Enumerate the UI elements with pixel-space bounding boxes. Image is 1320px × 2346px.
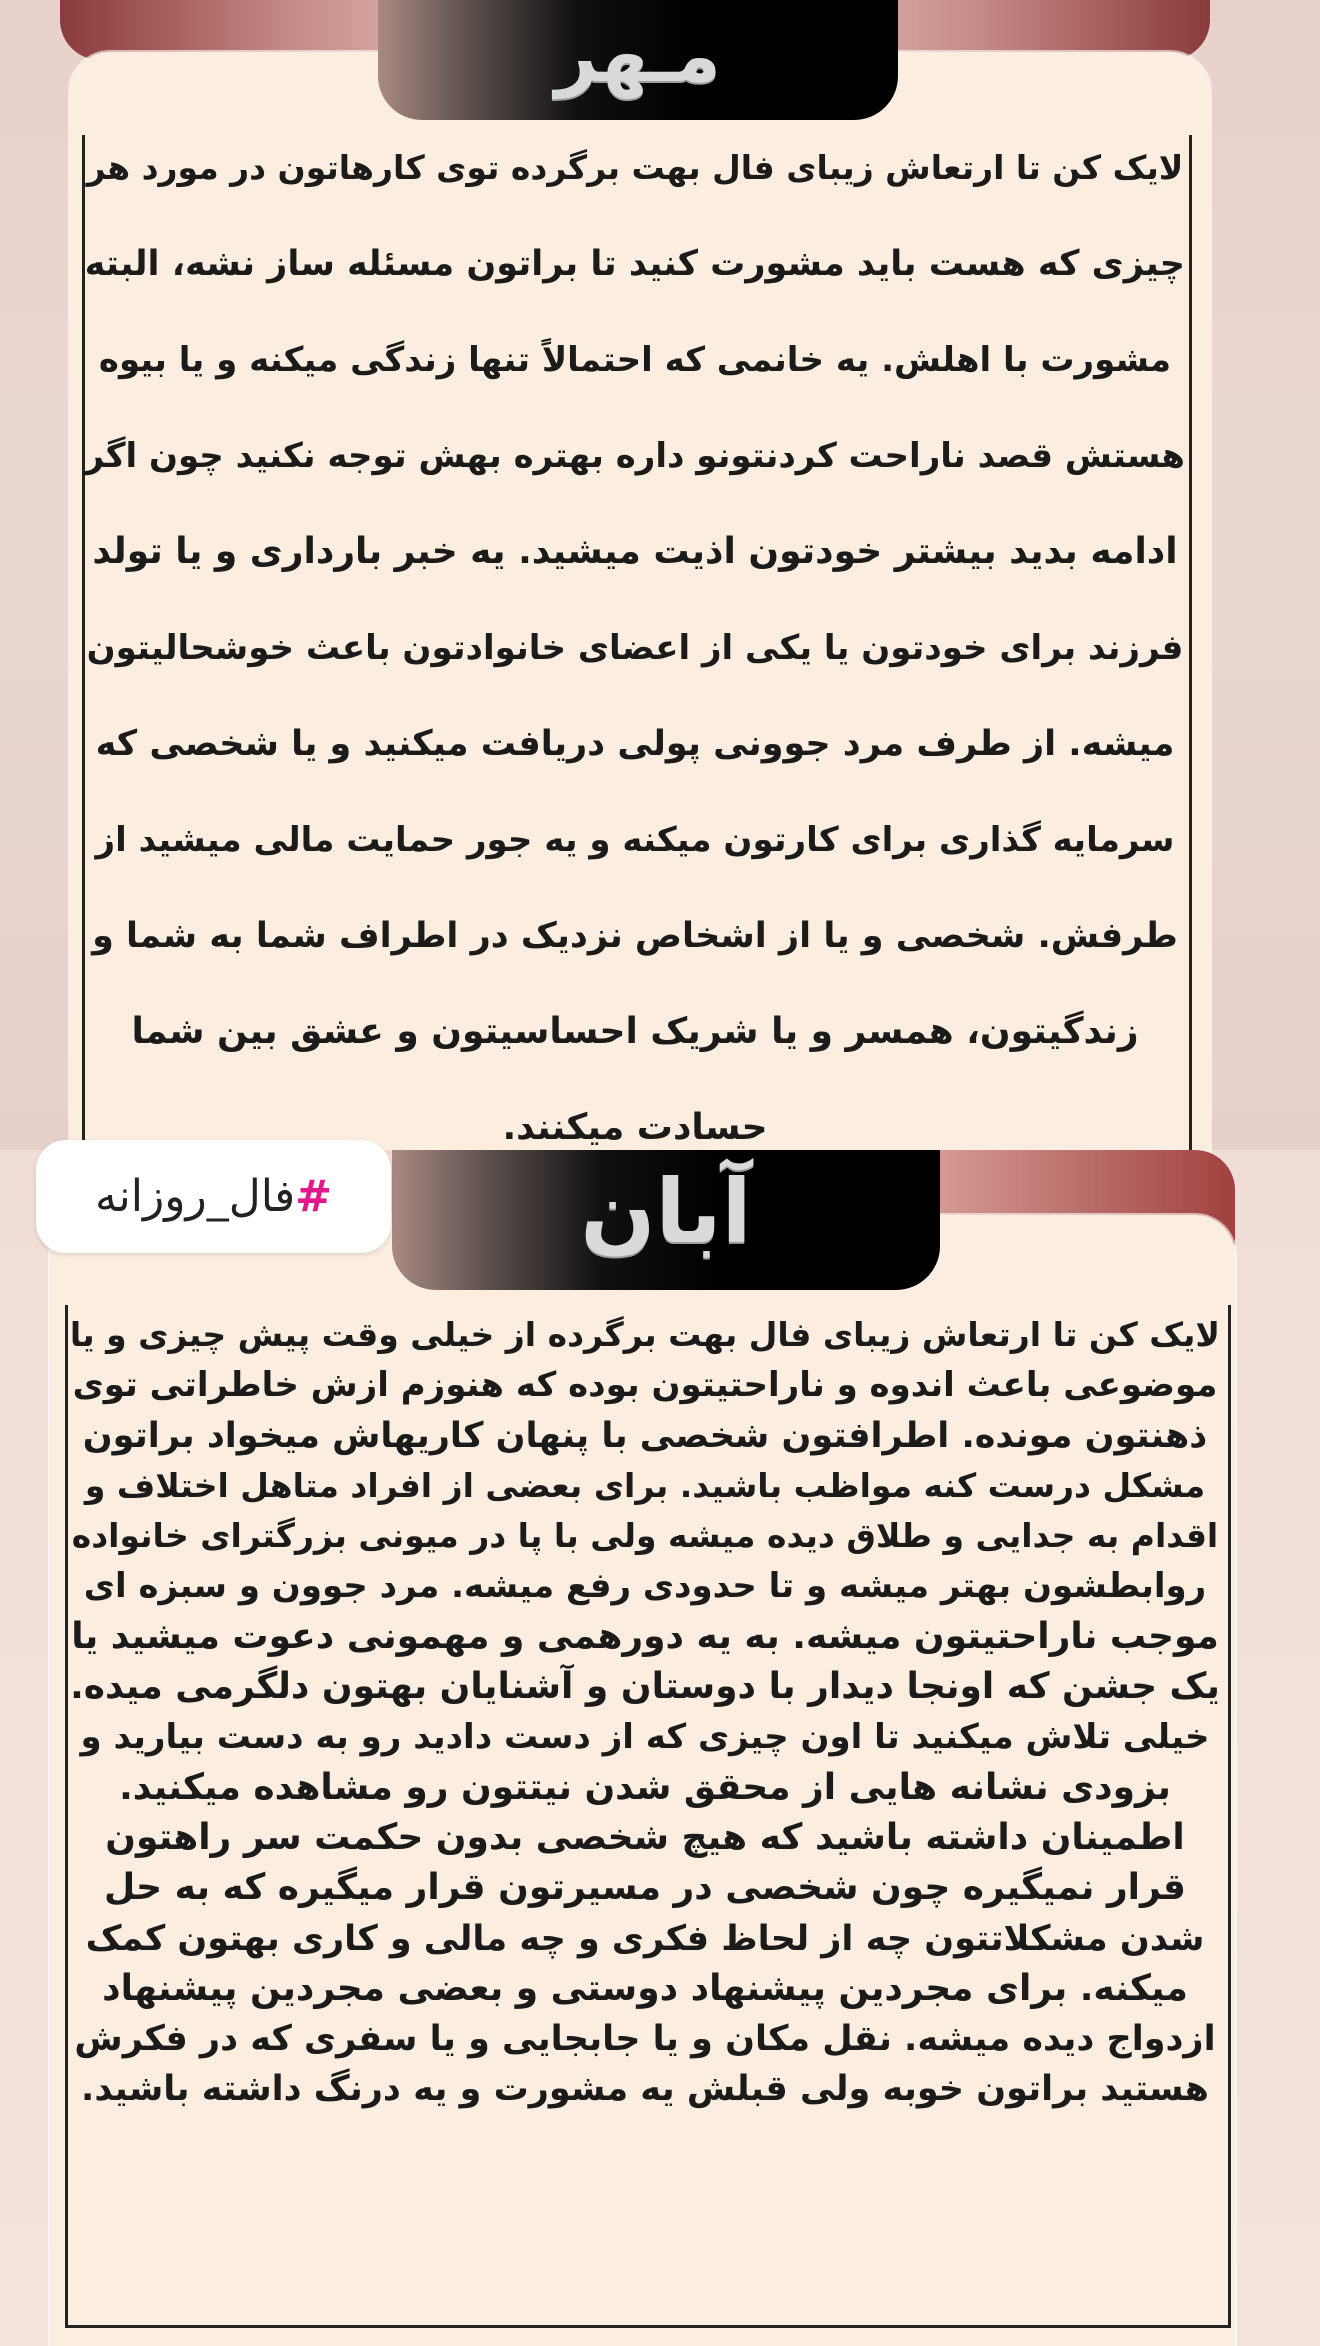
- text-line: حسادت میکنند.: [502, 1107, 768, 1148]
- text-line: روابطشون بهتر میشه و تا حدودی رفع میشه. مرد جوون و سبزه ای: [83, 1566, 1207, 1607]
- text-line: قرار نمیگیره چون شخصی در مسیرتون قرار میگیره که به حل: [104, 1867, 1186, 1909]
- text-line: مشکل درست کنه مواظب باشید. برای بعضی از افراد متاهل اختلاف و: [84, 1465, 1206, 1505]
- text-line: زندگیتون، همسر و یا شریک احساسیتون و عشق بین شما: [131, 1011, 1139, 1052]
- text-line: ادامه بدید بیشتر خودتون اذیت میشید. یه خبر بارداری و یا تولد: [92, 531, 1178, 572]
- hashtag-symbol: #: [295, 1171, 333, 1222]
- mehr-horoscope-text: [85, 140, 1185, 1196]
- text-line: هستش قصد ناراحت کردنتونو داره بهتره بهش توجه نکنید چون اگر: [84, 436, 1185, 476]
- text-line: ازدواج دیده میشه. نقل مکان و یا جابجایی و یا سفری که در فکرش: [74, 2019, 1216, 2060]
- text-line: شدن مشکلاتتون چه از لحاظ فکری و چه مالی و کاری بهتون کمک: [85, 1918, 1205, 1959]
- text-line: طرفش. شخصی و یا از اشخاص نزدیک در اطراف شما به شما و: [92, 916, 1178, 956]
- aban-horoscope-text: [70, 1310, 1220, 2115]
- mehr-title-pill: [378, 0, 898, 120]
- text-line: موضوعی باعث اندوه و ناراحتیتون بوده که هنوزم ازش خاطراتی توی: [72, 1365, 1218, 1406]
- text-line: یک جشن که اونجا دیدار با دوستان و آشنایان بهتون دلگرمی میده.: [70, 1666, 1220, 1708]
- text-line: میشه. از طرف مرد جوونی پولی دریافت میکنید و یا شخصی که: [95, 724, 1175, 764]
- text-line: اقدام به جدایی و طلاق دیده میشه ولی با پا در میونی بزرگترای خانواده: [71, 1516, 1219, 1556]
- text-line: فرزند برای خودتون یا یکی از اعضای خانوادتون باعث خوشحالیتون: [86, 628, 1184, 668]
- text-line: لایک کن تا ارتعاش زیبای فال بهت برگرده از خیلی وقت پیش چیزی و یا: [69, 1315, 1220, 1354]
- text-line: میکنه. برای مجردین پیشنهاد دوستی و بعضی مجردین پیشنهاد: [102, 1967, 1188, 2009]
- text-line: سرمایه گذاری برای کارتون میکنه و یه جور حمایت مالی میشید از: [95, 820, 1175, 860]
- text-line: بزودی نشانه هایی از محقق شدن نیتتون رو مشاهده میکنید.: [119, 1766, 1171, 1808]
- text-line: مشورت با اهلش. یه خانمی که احتمالاً تنها زندگی میکنه و یا بیوه: [98, 340, 1172, 380]
- aban-title: آبان: [580, 1159, 752, 1263]
- text-line: چیزی که هست باید مشورت کنید تا براتون مسئله ساز نشه، البته: [84, 244, 1185, 284]
- text-line: موجب ناراحتیتون میشه. به یه دورهمی و مهمونی دعوت میشید یا: [71, 1615, 1219, 1657]
- text-line: لایک کن تا ارتعاش زیبای فال بهت برگرده توی کارهاتون در مورد هر: [86, 148, 1184, 187]
- hashtag-badge[interactable]: [36, 1140, 391, 1253]
- text-line: هستید براتون خوبه ولی قبلش یه مشورت و یه درنگ داشته باشید.: [81, 2069, 1209, 2110]
- mehr-title: مـهر: [555, 13, 721, 99]
- aban-title-pill: [392, 1150, 940, 1290]
- text-line: ذهنتون مونده. اطرافتون شخصی با پنهان کاریهاش میخواد براتون: [82, 1415, 1208, 1456]
- text-line: خیلی تلاش میکنید تا اون چیزی که از دست دادید رو به دست بیارید و: [80, 1717, 1210, 1758]
- hashtag-text: فال_روزانه: [94, 1171, 296, 1222]
- text-line: اطمینان داشته باشید که هیچ شخصی بدون حکمت سر راهتون: [105, 1816, 1185, 1858]
